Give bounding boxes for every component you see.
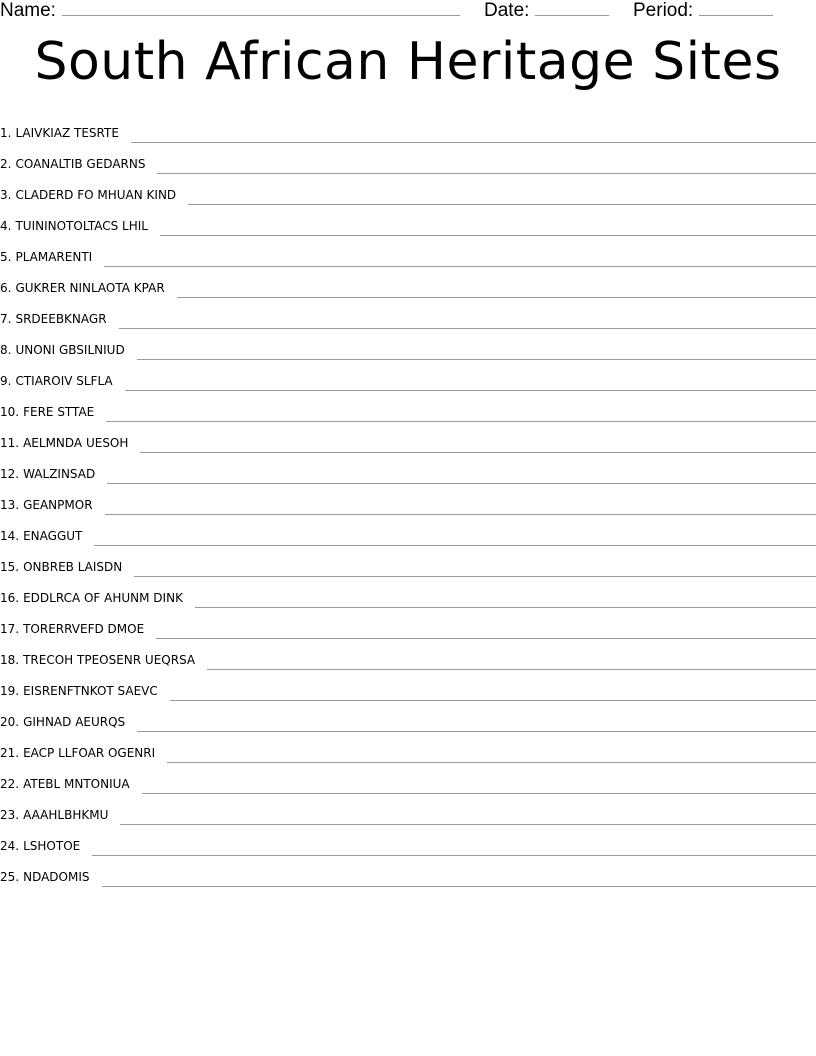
question-row <box>0 854 816 885</box>
scrambled-word: FERE STTAE <box>23 405 95 419</box>
question-number: 2. <box>0 157 12 171</box>
question-row <box>0 575 816 606</box>
question-number: 17. <box>0 622 20 636</box>
question-row <box>0 606 816 637</box>
question-row <box>0 513 816 544</box>
question-number: 9. <box>0 374 12 388</box>
answer-blank[interactable] <box>167 761 816 763</box>
question-number: 14. <box>0 529 20 543</box>
scrambled-word: PLAMARENTI <box>15 250 93 264</box>
scrambled-word: GIHNAD AEURQS <box>23 715 126 729</box>
question-row <box>0 637 816 668</box>
question-number: 12. <box>0 467 20 481</box>
question-list <box>0 110 816 885</box>
name-blank[interactable] <box>62 0 460 16</box>
worksheet-title: South African Heritage Sites <box>34 32 782 92</box>
answer-blank[interactable] <box>119 327 816 329</box>
period-blank[interactable] <box>699 0 773 16</box>
question-row <box>0 172 816 203</box>
answer-blank[interactable] <box>107 482 816 484</box>
question-number: 15. <box>0 560 20 574</box>
answer-blank[interactable] <box>105 513 816 515</box>
answer-blank[interactable] <box>188 203 816 205</box>
answer-blank[interactable] <box>94 544 816 546</box>
date-label: Date: <box>484 0 530 21</box>
scrambled-word: ONBREB LAISDN <box>23 560 123 574</box>
date-field <box>484 0 609 22</box>
question-row <box>0 296 816 327</box>
question-number: 13. <box>0 498 20 512</box>
question-number: 21. <box>0 746 20 760</box>
question-row <box>0 451 816 482</box>
question-row <box>0 203 816 234</box>
period-label: Period: <box>633 0 694 21</box>
question-number: 18. <box>0 653 20 667</box>
answer-blank[interactable] <box>137 358 816 360</box>
question-number: 11. <box>0 436 20 450</box>
answer-blank[interactable] <box>104 265 816 267</box>
answer-blank[interactable] <box>157 172 816 174</box>
question-row <box>0 110 816 141</box>
question-row <box>0 141 816 172</box>
question-row <box>0 761 816 792</box>
question-number: 3. <box>0 188 12 202</box>
scrambled-word: TRECOH TPEOSENR UEQRSA <box>23 653 196 667</box>
answer-blank[interactable] <box>142 792 816 794</box>
question-number: 19. <box>0 684 20 698</box>
question-number: 1. <box>0 126 12 140</box>
question-number: 8. <box>0 343 12 357</box>
question-number: 22. <box>0 777 20 791</box>
scrambled-word: CTIAROIV SLFLA <box>15 374 113 388</box>
question-row <box>0 544 816 575</box>
question-row <box>0 699 816 730</box>
question-number: 16. <box>0 591 20 605</box>
worksheet-header <box>0 0 816 26</box>
scrambled-word: TUININOTOLTACS LHIL <box>15 219 148 233</box>
scrambled-word: LSHOTOE <box>23 839 81 853</box>
question-row <box>0 389 816 420</box>
answer-blank[interactable] <box>92 854 816 856</box>
scrambled-word: COANALTIB GEDARNS <box>15 157 146 171</box>
answer-blank[interactable] <box>131 141 816 143</box>
scrambled-word: EISRENFTNKOT SAEVC <box>23 684 158 698</box>
scrambled-word: CLADERD FO MHUAN KIND <box>15 188 177 202</box>
question-row <box>0 327 816 358</box>
scrambled-word: AAAHLBHKMU <box>23 808 109 822</box>
question-row <box>0 482 816 513</box>
name-field <box>0 0 460 22</box>
question-number: 10. <box>0 405 20 419</box>
answer-blank[interactable] <box>207 668 816 670</box>
answer-blank[interactable] <box>160 234 816 236</box>
question-row <box>0 668 816 699</box>
question-number: 4. <box>0 219 12 233</box>
answer-blank[interactable] <box>195 606 816 608</box>
scrambled-word: GUKRER NINLAOTA KPAR <box>15 281 165 295</box>
period-field <box>633 0 773 22</box>
scrambled-word: ENAGGUT <box>23 529 83 543</box>
answer-blank[interactable] <box>125 389 816 391</box>
date-blank[interactable] <box>535 0 609 16</box>
answer-blank[interactable] <box>156 637 816 639</box>
question-row <box>0 823 816 854</box>
question-row <box>0 730 816 761</box>
answer-blank[interactable] <box>137 730 816 732</box>
question-number: 24. <box>0 839 20 853</box>
scrambled-word: UNONI GBSILNIUD <box>15 343 125 357</box>
scrambled-word: WALZINSAD <box>23 467 96 481</box>
question-number: 25. <box>0 870 20 884</box>
question-row <box>0 234 816 265</box>
question-number: 23. <box>0 808 20 822</box>
scrambled-word: SRDEEBKNAGR <box>15 312 107 326</box>
question-row <box>0 792 816 823</box>
name-label: Name: <box>0 0 56 21</box>
scrambled-word: LAIVKIAZ TESRTE <box>15 126 119 140</box>
question-number: 7. <box>0 312 12 326</box>
scrambled-word: ATEBL MNTONIUA <box>23 777 130 791</box>
answer-blank[interactable] <box>120 823 816 825</box>
scrambled-word: AELMNDA UESOH <box>23 436 129 450</box>
question-number: 20. <box>0 715 20 729</box>
answer-blank[interactable] <box>134 575 816 577</box>
scrambled-word: EDDLRCA OF AHUNM DINK <box>23 591 183 605</box>
question-number: 5. <box>0 250 12 264</box>
scrambled-word: TORERRVEFD DMOE <box>23 622 145 636</box>
question-number: 6. <box>0 281 12 295</box>
scrambled-word: EACP LLFOAR OGENRI <box>23 746 156 760</box>
scrambled-word: GEANPMOR <box>23 498 93 512</box>
answer-blank[interactable] <box>140 451 816 453</box>
answer-blank[interactable] <box>106 420 816 422</box>
answer-blank[interactable] <box>170 699 816 701</box>
answer-blank[interactable] <box>102 885 816 887</box>
scrambled-word: NDADOMIS <box>23 870 90 884</box>
question-row <box>0 265 816 296</box>
question-row <box>0 358 816 389</box>
answer-blank[interactable] <box>177 296 816 298</box>
question-row <box>0 420 816 451</box>
